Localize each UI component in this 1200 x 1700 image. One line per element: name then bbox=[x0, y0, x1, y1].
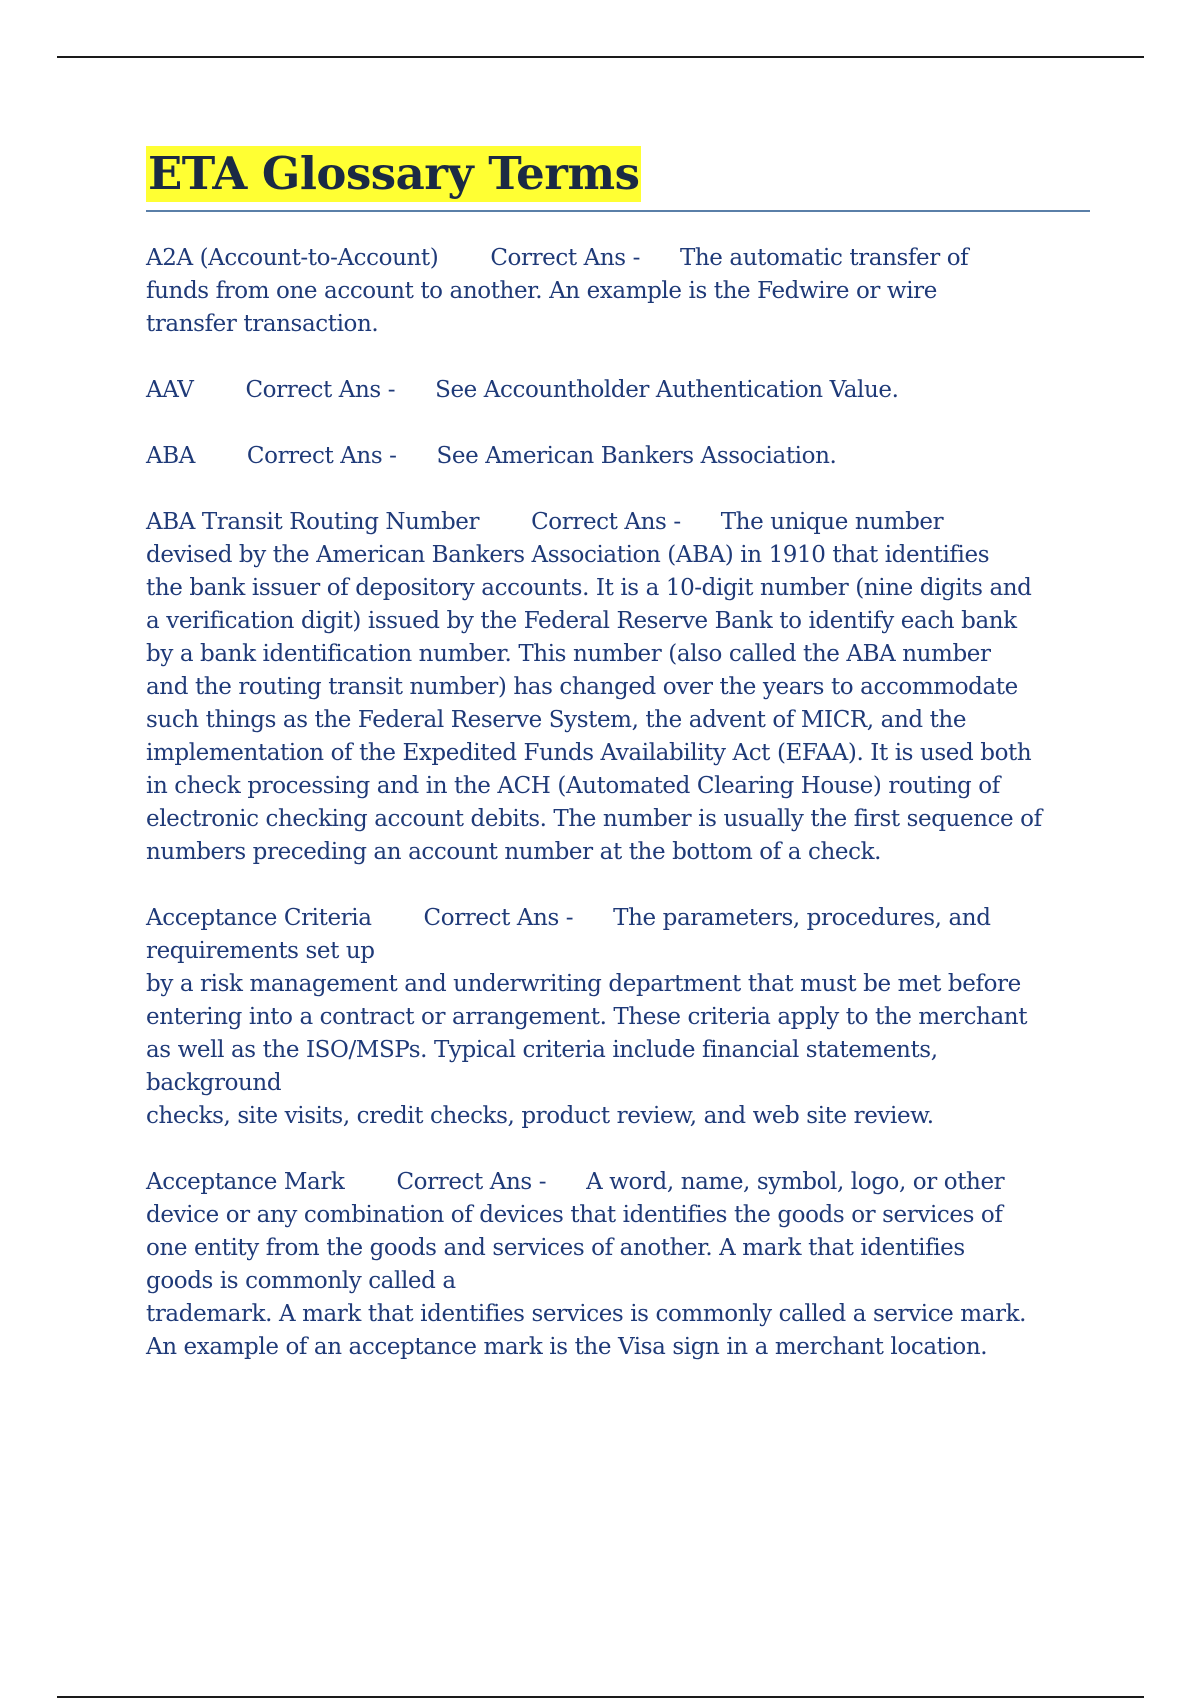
definition-text: See Accountholder Authentication Value. bbox=[435, 377, 899, 403]
entry-line bbox=[146, 737, 1090, 770]
definition-text: goods is commonly called a bbox=[146, 1268, 456, 1294]
glossary-entry bbox=[146, 1166, 1090, 1364]
answer-separator: - bbox=[565, 905, 574, 931]
definition-text: transfer transaction. bbox=[146, 311, 379, 337]
answer-separator: - bbox=[632, 245, 640, 271]
entry-line bbox=[146, 836, 1090, 869]
entry-line bbox=[146, 1232, 1090, 1265]
definition-text: the bank issuer of depository accounts. It is a 10-digit number (nine digits and bbox=[146, 575, 1032, 601]
title-block bbox=[146, 146, 1090, 212]
entry-line bbox=[146, 308, 1090, 341]
definition-text: The automatic transfer of bbox=[679, 245, 969, 271]
definition-text: by a risk management and underwriting department that must be met before bbox=[146, 971, 1021, 997]
definition-text: trademark. A mark that identifies services is commonly called a service mark. bbox=[146, 1301, 1027, 1327]
answer-separator: - bbox=[538, 1169, 547, 1195]
entry-line bbox=[146, 440, 1090, 473]
definition-text: entering into a contract or arrangement. These criteria apply to the merchant bbox=[146, 1004, 1028, 1030]
definition-text: in check processing and in the ACH (Automated Clearing House) routing of bbox=[146, 773, 1000, 799]
glossary-term: ABA Transit Routing Number bbox=[146, 509, 480, 535]
entry-line bbox=[146, 770, 1090, 803]
entry-line bbox=[146, 506, 1090, 539]
answer-label: Correct Ans bbox=[246, 443, 383, 469]
definition-text: such things as the Federal Reserve System, the advent of MICR, and the bbox=[146, 707, 967, 733]
definition-text: as well as the ISO/MSPs. Typical criteria include financial statements, bbox=[146, 1037, 938, 1063]
answer-label: Correct Ans bbox=[490, 245, 626, 271]
entry-line bbox=[146, 275, 1090, 308]
definition-text: requirements set up bbox=[146, 938, 375, 964]
entry-line bbox=[146, 539, 1090, 572]
glossary-term: AAV bbox=[146, 377, 194, 403]
page-bottom-rule bbox=[57, 1696, 1144, 1698]
answer-separator: - bbox=[387, 377, 396, 403]
entry-line bbox=[146, 671, 1090, 704]
definition-text: implementation of the Expedited Funds Availability Act (EFAA). It is used both bbox=[146, 740, 1032, 766]
entry-line bbox=[146, 1067, 1090, 1100]
answer-label: Correct Ans bbox=[396, 1169, 532, 1195]
definition-text: a verification digit) issued by the Federal Reserve Bank to identify each bank bbox=[146, 608, 1017, 634]
definition-text: and the routing transit number) has changed over the years to accommodate bbox=[146, 674, 1018, 700]
answer-label: Correct Ans bbox=[531, 509, 667, 535]
definition-text: background bbox=[146, 1070, 282, 1096]
entry-line bbox=[146, 968, 1090, 1001]
glossary-term: ABA bbox=[146, 443, 195, 469]
definition-text: devised by the American Bankers Association (ABA) in 1910 that identifies bbox=[146, 542, 990, 568]
entry-line bbox=[146, 1199, 1090, 1232]
entry-line bbox=[146, 1265, 1090, 1298]
entry-line bbox=[146, 572, 1090, 605]
glossary-term: Acceptance Criteria bbox=[146, 905, 372, 931]
answer-label: Correct Ans bbox=[245, 377, 381, 403]
glossary-list bbox=[146, 242, 1090, 1364]
definition-text: electronic checking account debits. The number is usually the first sequence of bbox=[146, 806, 1042, 832]
page-title: ETA Glossary Terms bbox=[148, 147, 640, 200]
entry-line bbox=[146, 374, 1090, 407]
definition-text: An example of an acceptance mark is the Visa sign in a merchant location. bbox=[146, 1334, 988, 1360]
entry-line bbox=[146, 242, 1090, 275]
answer-separator: - bbox=[673, 509, 681, 535]
definition-text: The parameters, procedures, and bbox=[613, 905, 991, 931]
document-body bbox=[146, 146, 1090, 1397]
definition-text: checks, site visits, credit checks, product review, and web site review. bbox=[146, 1103, 934, 1129]
definition-text: one entity from the goods and services of another. A mark that identifies bbox=[146, 1235, 965, 1261]
definition-text: device or any combination of devices that identifies the goods or services of bbox=[146, 1202, 1003, 1228]
entry-line bbox=[146, 605, 1090, 638]
glossary-entry bbox=[146, 902, 1090, 1133]
entry-line bbox=[146, 902, 1090, 935]
entry-line bbox=[146, 1298, 1090, 1331]
definition-text: numbers preceding an account number at the bottom of a check. bbox=[146, 839, 882, 865]
glossary-term: A2A (Account-to-Account) bbox=[146, 245, 439, 271]
definition-text: by a bank identification number. This number (also called the ABA number bbox=[146, 641, 991, 667]
entry-line bbox=[146, 704, 1090, 737]
entry-line bbox=[146, 1100, 1090, 1133]
entry-line bbox=[146, 1166, 1090, 1199]
definition-text: See American Bankers Association. bbox=[436, 443, 837, 469]
entry-line bbox=[146, 638, 1090, 671]
entry-line bbox=[146, 1034, 1090, 1067]
glossary-entry bbox=[146, 440, 1090, 473]
entry-line bbox=[146, 1001, 1090, 1034]
definition-text: funds from one account to another. An example is the Fedwire or wire bbox=[146, 278, 937, 304]
entry-line bbox=[146, 1331, 1090, 1364]
definition-text: The unique number bbox=[720, 509, 944, 535]
glossary-entry bbox=[146, 242, 1090, 341]
glossary-term: Acceptance Mark bbox=[146, 1169, 345, 1195]
answer-label: Correct Ans bbox=[423, 905, 559, 931]
entry-line bbox=[146, 935, 1090, 968]
answer-separator: - bbox=[389, 443, 397, 469]
page-top-rule bbox=[57, 56, 1144, 58]
glossary-entry bbox=[146, 506, 1090, 869]
glossary-entry bbox=[146, 374, 1090, 407]
entry-line bbox=[146, 803, 1090, 836]
definition-text: A word, name, symbol, logo, or other bbox=[586, 1169, 1005, 1195]
